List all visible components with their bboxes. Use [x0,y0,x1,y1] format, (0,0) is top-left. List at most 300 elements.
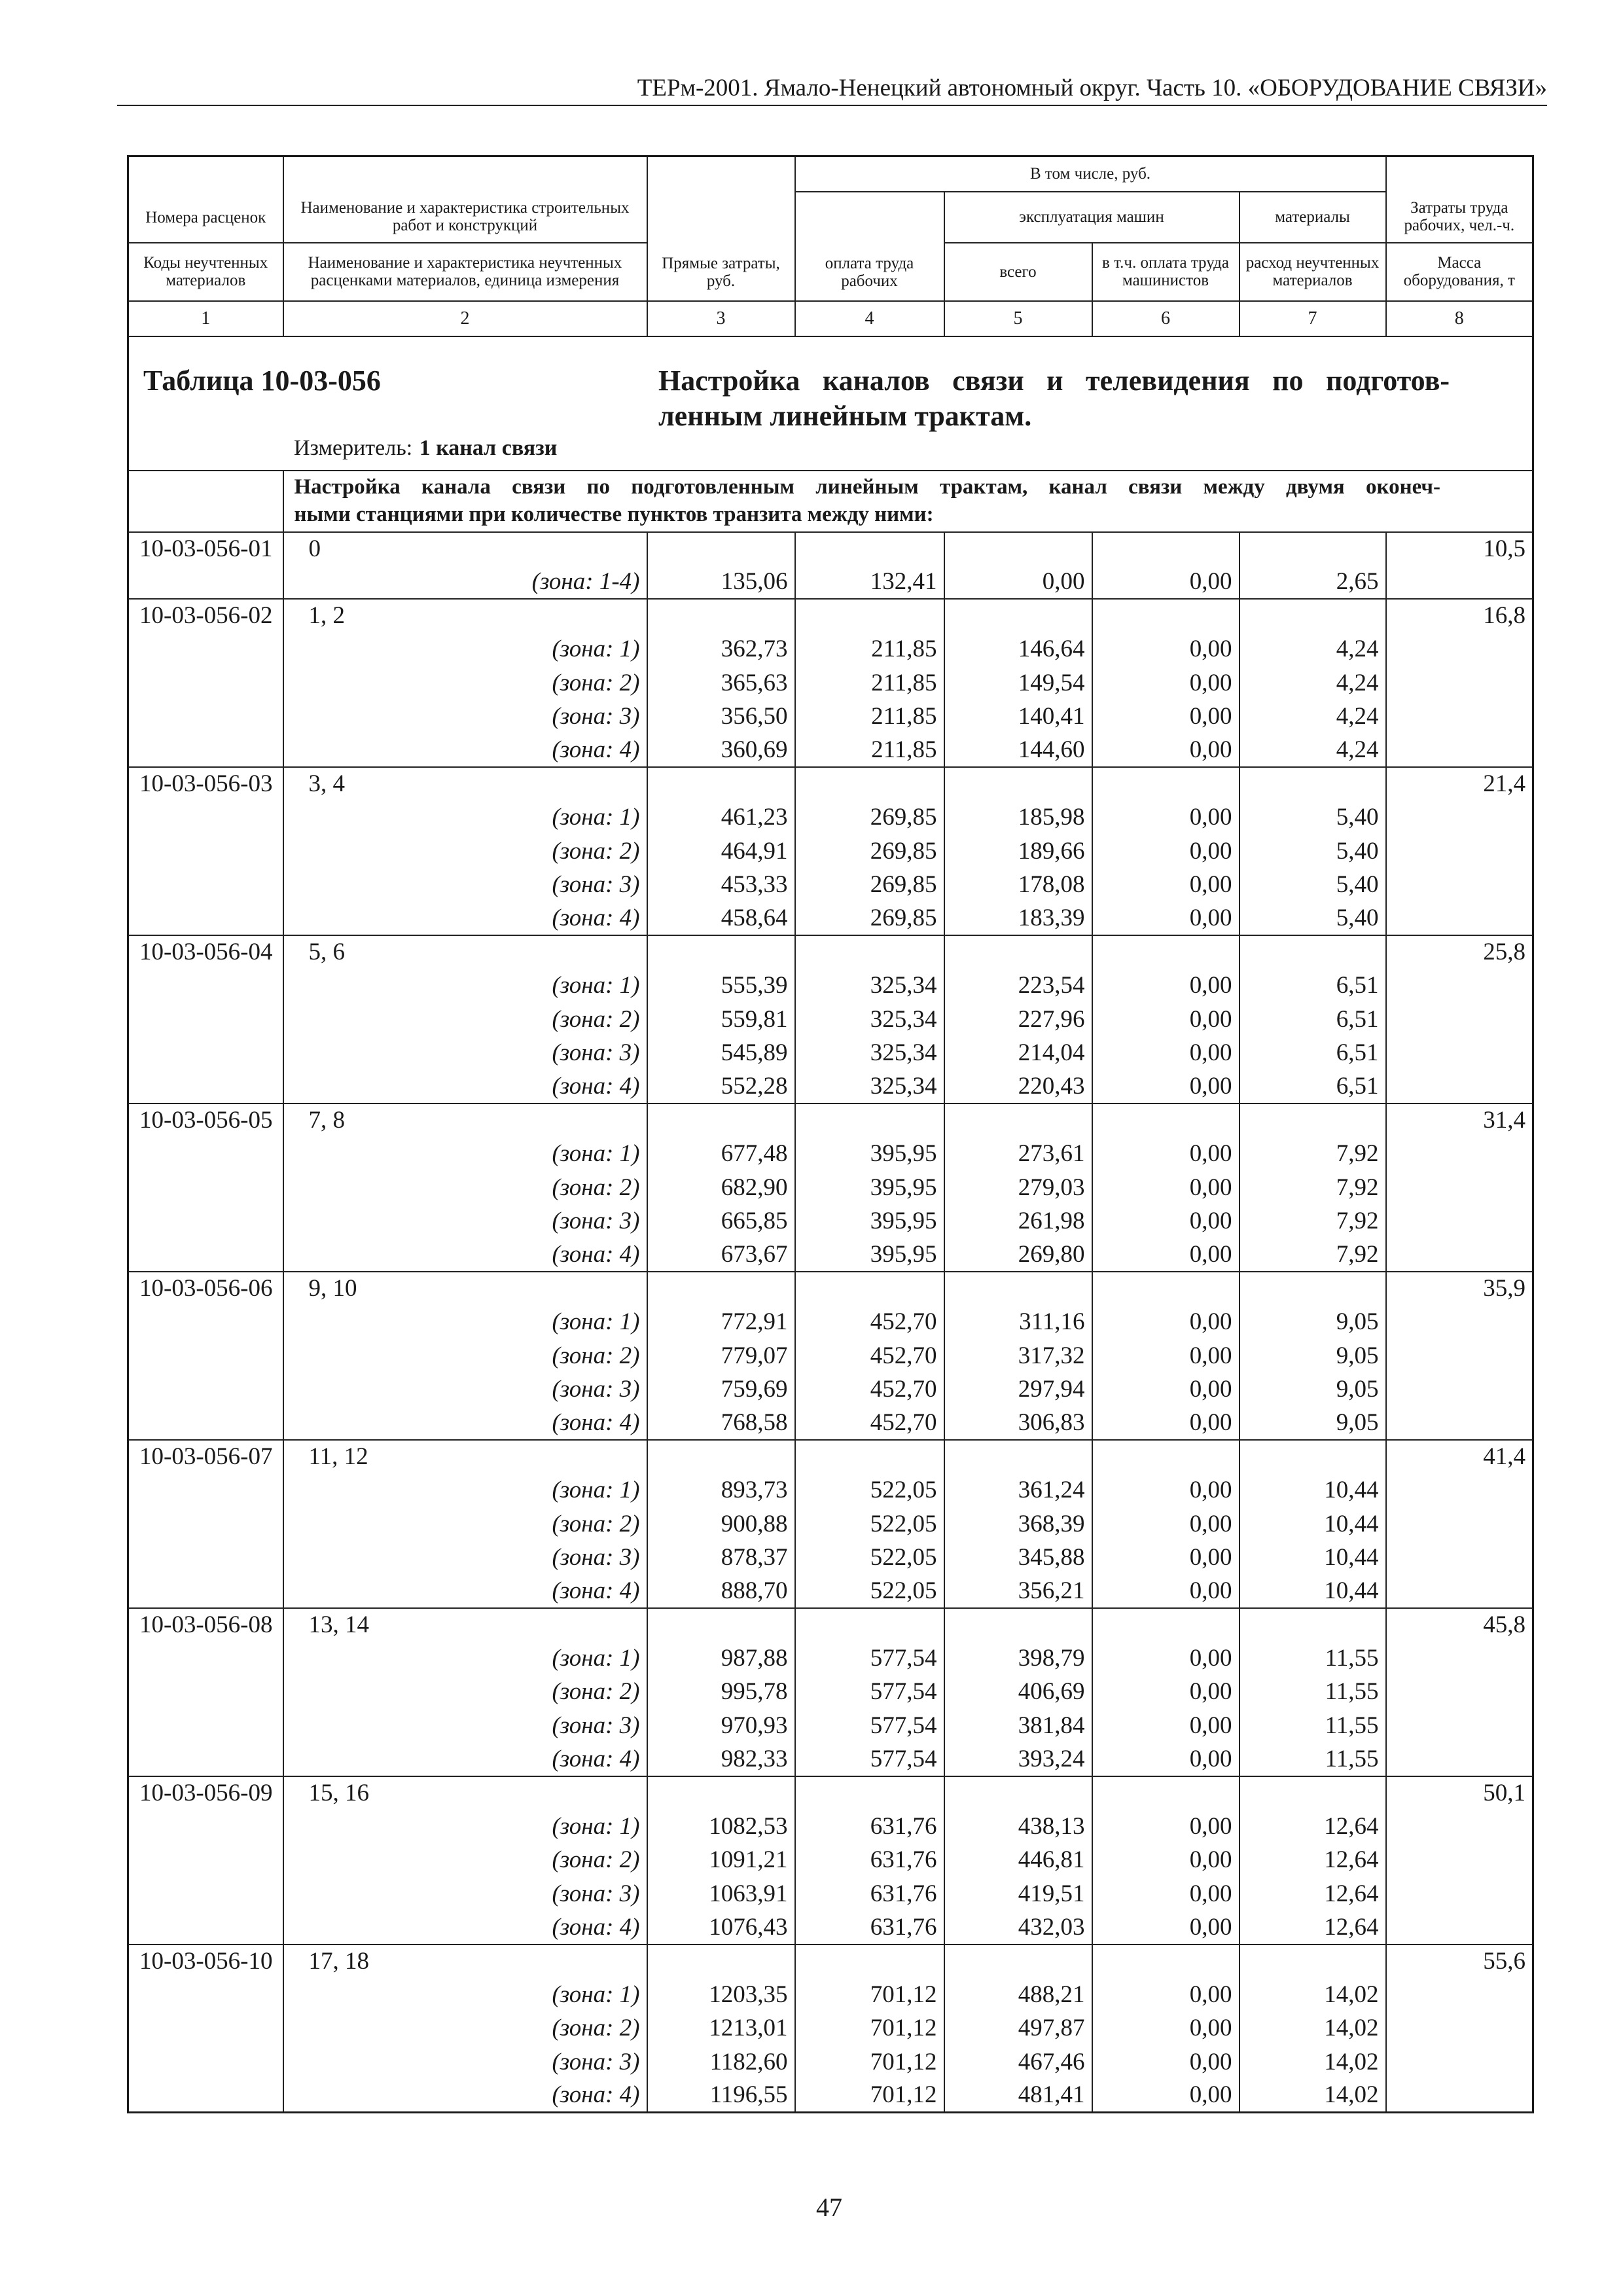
materials-cost: 14,02 [1240,2079,1386,2112]
zone-row [128,902,1533,935]
empty-cell [128,1372,283,1406]
zone-label: (зона: 4) [283,1407,647,1440]
zone-row [128,1473,1533,1507]
empty-cell [647,532,795,565]
materials-cost: 12,64 [1240,1810,1386,1843]
rate-code: 10-03-056-05 [128,1103,283,1137]
machine-operators-wages: 0,00 [1092,1473,1240,1507]
empty-cell [647,1440,795,1473]
zone-label: (зона: 2) [283,1171,647,1204]
rate-code: 10-03-056-04 [128,935,283,969]
materials-cost: 9,05 [1240,1339,1386,1372]
zone-row [128,1036,1533,1069]
direct-cost: 995,78 [647,1676,795,1709]
empty-cell [1386,969,1533,1003]
empty-cell [128,1003,283,1036]
machine-operators-wages: 0,00 [1092,1204,1240,1238]
machine-operators-wages: 0,00 [1092,1810,1240,1843]
machine-operation-total: 368,39 [944,1507,1092,1541]
labor-hours: 35,9 [1386,1272,1533,1305]
empty-cell [1386,666,1533,700]
zone-row [128,1743,1533,1776]
empty-cell [128,1507,283,1541]
machine-operators-wages: 0,00 [1092,2079,1240,2112]
labor-wages: 522,05 [795,1473,944,1507]
rate-code: 10-03-056-09 [128,1776,283,1810]
empty-cell [128,2012,283,2045]
zone-label: (зона: 2) [283,1339,647,1372]
empty-cell [128,868,283,901]
empty-cell [795,1776,944,1810]
materials-cost: 6,51 [1240,1003,1386,1036]
empty-cell [1240,935,1386,969]
rate-row [128,1608,1533,1641]
machine-operators-wages: 0,00 [1092,1339,1240,1372]
measure-label: Измеритель: [294,435,413,460]
materials-cost: 10,44 [1240,1575,1386,1608]
header-direct-costs: Прямые затраты, руб. [647,156,795,301]
table-name [658,363,1450,434]
direct-cost: 1203,35 [647,1978,795,2011]
rate-work-name: 0 [283,532,647,565]
materials-cost: 11,55 [1240,1743,1386,1776]
empty-cell [795,1103,944,1137]
machine-operation-total: 183,39 [944,902,1092,935]
labor-wages: 395,95 [795,1138,944,1171]
machine-operators-wages: 0,00 [1092,565,1240,599]
empty-cell [1092,1945,1240,1978]
machine-operators-wages: 0,00 [1092,633,1240,666]
materials-cost: 7,92 [1240,1138,1386,1171]
rate-code: 10-03-056-03 [128,767,283,800]
empty-cell [1386,1911,1533,1945]
zone-row [128,1238,1533,1272]
zone-label: (зона: 1) [283,801,647,834]
empty-cell [944,1103,1092,1137]
machine-operation-total: 398,79 [944,1641,1092,1675]
empty-cell [1386,1036,1533,1069]
empty-cell [128,1407,283,1440]
machine-operation-total: 279,03 [944,1171,1092,1204]
machine-operation-total: 306,83 [944,1407,1092,1440]
rate-work-name: 5, 6 [283,935,647,969]
zone-label: (зона: 3) [283,1541,647,1574]
labor-wages: 395,95 [795,1204,944,1238]
labor-wages: 577,54 [795,1743,944,1776]
machine-operators-wages: 0,00 [1092,1070,1240,1103]
zone-label: (зона: 3) [283,1709,647,1742]
empty-cell [1386,1743,1533,1776]
empty-cell [944,1440,1092,1473]
machine-operation-total: 178,08 [944,868,1092,901]
zone-label: (зона: 1) [283,1810,647,1843]
direct-cost: 545,89 [647,1036,795,1069]
labor-wages: 577,54 [795,1676,944,1709]
machine-operators-wages: 0,00 [1092,1877,1240,1910]
section-row [128,471,1533,532]
empty-cell [128,801,283,834]
empty-cell [1092,935,1240,969]
materials-cost: 12,64 [1240,1911,1386,1945]
empty-cell [1386,700,1533,733]
machine-operation-total: 0,00 [944,565,1092,599]
empty-cell [128,1844,283,1877]
empty-cell [647,1103,795,1137]
empty-cell [128,1743,283,1776]
rate-code: 10-03-056-02 [128,599,283,632]
empty-cell [1386,834,1533,868]
zone-row [128,1507,1533,1541]
zone-row [128,565,1533,599]
direct-cost: 673,67 [647,1238,795,1272]
empty-cell [944,599,1092,632]
labor-wages: 701,12 [795,2012,944,2045]
labor-wages: 452,70 [795,1305,944,1338]
zone-label: (зона: 2) [283,2012,647,2045]
materials-cost: 6,51 [1240,969,1386,1003]
empty-cell [1386,1238,1533,1272]
machine-operation-total: 220,43 [944,1070,1092,1103]
empty-cell [128,734,283,767]
zone-row [128,969,1533,1003]
empty-cell [128,1339,283,1372]
materials-cost: 4,24 [1240,700,1386,733]
labor-wages: 452,70 [795,1407,944,1440]
materials-cost: 4,24 [1240,734,1386,767]
labor-wages: 452,70 [795,1339,944,1372]
direct-cost: 665,85 [647,1204,795,1238]
machine-operators-wages: 0,00 [1092,2012,1240,2045]
materials-cost: 14,02 [1240,2012,1386,2045]
zone-row [128,700,1533,733]
empty-cell [128,1978,283,2011]
column-number: 2 [283,301,647,336]
page-number: 47 [816,2193,842,2222]
column-number: 6 [1092,301,1240,336]
column-number: 4 [795,301,944,336]
rate-work-name: 13, 14 [283,1608,647,1641]
rate-row [128,532,1533,565]
table-title-section [128,336,1533,532]
materials-cost: 4,24 [1240,633,1386,666]
header-work-name: Наименование и характеристика строительных работ и конструкций [283,156,647,243]
labor-hours: 55,6 [1386,1945,1533,1978]
machine-operators-wages: 0,00 [1092,1541,1240,1574]
labor-hours: 16,8 [1386,599,1533,632]
machine-operation-total: 446,81 [944,1844,1092,1877]
direct-cost: 552,28 [647,1070,795,1103]
measure-unit [294,435,557,461]
zone-label: (зона: 3) [283,700,647,733]
empty-cell [128,471,283,532]
zone-row [128,868,1533,901]
machine-operators-wages: 0,00 [1092,969,1240,1003]
labor-wages: 269,85 [795,834,944,868]
column-number: 8 [1386,301,1533,336]
column-number: 7 [1240,301,1386,336]
machine-operators-wages: 0,00 [1092,700,1240,733]
empty-cell [128,1641,283,1675]
section-header [283,471,1533,532]
empty-cell [128,565,283,599]
table-title-block [128,336,1533,471]
empty-cell [944,1608,1092,1641]
rate-row [128,1776,1533,1810]
direct-cost: 360,69 [647,734,795,767]
zone-row [128,1575,1533,1608]
rate-row [128,1440,1533,1473]
labor-hours: 25,8 [1386,935,1533,969]
header-machine-operators-wages: в т.ч. оплата труда машинистов [1092,243,1240,301]
machine-operation-total: 189,66 [944,834,1092,868]
machine-operation-total: 438,13 [944,1810,1092,1843]
machine-operators-wages: 0,00 [1092,1372,1240,1406]
machine-operators-wages: 0,00 [1092,834,1240,868]
labor-wages: 269,85 [795,801,944,834]
direct-cost: 464,91 [647,834,795,868]
zone-label: (зона: 1) [283,969,647,1003]
labor-wages: 211,85 [795,633,944,666]
zone-label: (зона: 4) [283,734,647,767]
empty-cell [1092,1608,1240,1641]
machine-operation-total: 311,16 [944,1305,1092,1338]
running-header: ТЕРм-2001. Ямало-Ненецкий автономный округ. Часть 10. «ОБОРУДОВАНИЕ СВЯЗИ» [637,75,1547,101]
zone-row [128,1305,1533,1338]
header-machine-operation: эксплуатация машин [944,192,1240,243]
empty-cell [1386,1171,1533,1204]
machine-operators-wages: 0,00 [1092,868,1240,901]
header-rule [117,105,1547,106]
rate-row [128,935,1533,969]
zone-label: (зона: 1) [283,633,647,666]
zone-label: (зона: 1) [283,1978,647,2011]
direct-cost: 878,37 [647,1541,795,1574]
zone-row [128,2012,1533,2045]
section-header-line: ными станциями при количестве пунктов транзита между ними: [294,502,934,526]
labor-hours: 10,5 [1386,532,1533,565]
rate-work-name: 17, 18 [283,1945,647,1978]
empty-cell [795,935,944,969]
machine-operators-wages: 0,00 [1092,1641,1240,1675]
zone-label: (зона: 4) [283,2079,647,2112]
direct-cost: 453,33 [647,868,795,901]
rates-table [127,155,1534,2113]
machine-operation-total: 432,03 [944,1911,1092,1945]
empty-cell [128,1676,283,1709]
zone-label: (зона: 1-4) [283,565,647,599]
direct-cost: 1213,01 [647,2012,795,2045]
rate-row [128,1945,1533,1978]
zone-label: (зона: 4) [283,1070,647,1103]
zone-label: (зона: 3) [283,1204,647,1238]
rate-code: 10-03-056-08 [128,1608,283,1641]
measure-value: 1 канал связи [419,435,558,460]
table-name-line: Настройка каналов связи и телевидения по подготов- [658,364,1450,397]
machine-operation-total: 146,64 [944,633,1092,666]
machine-operators-wages: 0,00 [1092,1305,1240,1338]
empty-cell [1386,1305,1533,1338]
machine-operation-total: 261,98 [944,1204,1092,1238]
zone-row [128,1204,1533,1238]
empty-cell [795,599,944,632]
materials-cost: 14,02 [1240,2045,1386,2079]
zone-row [128,1877,1533,1910]
zone-row [128,1541,1533,1574]
zone-label: (зона: 4) [283,902,647,935]
machine-operation-total: 381,84 [944,1709,1092,1742]
machine-operators-wages: 0,00 [1092,1138,1240,1171]
labor-wages: 701,12 [795,1978,944,2011]
direct-cost: 1063,91 [647,1877,795,1910]
zone-row [128,1003,1533,1036]
machine-operation-total: 149,54 [944,666,1092,700]
direct-cost: 1091,21 [647,1844,795,1877]
empty-cell [1386,1877,1533,1910]
machine-operation-total: 144,60 [944,734,1092,767]
zone-label: (зона: 1) [283,1305,647,1338]
labor-wages: 395,95 [795,1238,944,1272]
direct-cost: 900,88 [647,1507,795,1541]
empty-cell [1092,532,1240,565]
labor-wages: 522,05 [795,1541,944,1574]
labor-hours: 45,8 [1386,1608,1533,1641]
materials-cost: 12,64 [1240,1877,1386,1910]
machine-operation-total: 393,24 [944,1743,1092,1776]
table-number: Таблица 10-03-056 [143,364,381,397]
machine-operation-total: 214,04 [944,1036,1092,1069]
empty-cell [128,1911,283,1945]
empty-cell [944,532,1092,565]
rate-row [128,767,1533,800]
zone-row [128,1372,1533,1406]
machine-operators-wages: 0,00 [1092,1171,1240,1204]
materials-cost: 12,64 [1240,1844,1386,1877]
materials-cost: 10,44 [1240,1541,1386,1574]
empty-cell [128,633,283,666]
zone-row [128,1709,1533,1742]
empty-cell [795,1608,944,1641]
empty-cell [128,700,283,733]
labor-wages: 325,34 [795,1003,944,1036]
empty-cell [1240,1608,1386,1641]
materials-cost: 5,40 [1240,834,1386,868]
zone-row [128,1070,1533,1103]
empty-cell [128,1575,283,1608]
empty-cell [128,1138,283,1171]
direct-cost: 893,73 [647,1473,795,1507]
empty-cell [1240,1103,1386,1137]
zone-row [128,2045,1533,2079]
rate-row [128,1103,1533,1137]
machine-operators-wages: 0,00 [1092,1978,1240,2011]
labor-wages: 701,12 [795,2045,944,2079]
empty-cell [128,1709,283,1742]
zone-label: (зона: 2) [283,1507,647,1541]
table-name-line: ленным линейным трактам. [658,399,1032,432]
labor-wages: 395,95 [795,1171,944,1204]
empty-cell [944,1945,1092,1978]
empty-cell [944,1272,1092,1305]
machine-operation-total: 356,21 [944,1575,1092,1608]
materials-cost: 7,92 [1240,1204,1386,1238]
zone-row [128,1844,1533,1877]
rate-code: 10-03-056-06 [128,1272,283,1305]
zone-label: (зона: 2) [283,1003,647,1036]
machine-operation-total: 467,46 [944,2045,1092,2079]
header-equipment-mass: Масса оборудования, т [1386,243,1533,301]
zone-label: (зона: 4) [283,1238,647,1272]
rates-body [128,532,1533,2113]
direct-cost: 559,81 [647,1003,795,1036]
machine-operation-total: 488,21 [944,1978,1092,2011]
materials-cost: 6,51 [1240,1070,1386,1103]
empty-cell [1386,1844,1533,1877]
labor-wages: 631,76 [795,1810,944,1843]
zone-row [128,1676,1533,1709]
direct-cost: 779,07 [647,1339,795,1372]
empty-cell [128,666,283,700]
direct-cost: 1076,43 [647,1911,795,1945]
empty-cell [944,1776,1092,1810]
direct-cost: 677,48 [647,1138,795,1171]
column-number: 1 [128,301,283,336]
empty-cell [128,902,283,935]
materials-cost: 5,40 [1240,801,1386,834]
empty-cell [647,767,795,800]
machine-operation-total: 481,41 [944,2079,1092,2112]
column-number: 5 [944,301,1092,336]
empty-cell [1386,734,1533,767]
machine-operators-wages: 0,00 [1092,1407,1240,1440]
empty-cell [1386,1339,1533,1372]
labor-hours: 41,4 [1386,1440,1533,1473]
empty-cell [1386,1070,1533,1103]
materials-cost: 4,24 [1240,666,1386,700]
table-header [128,156,1533,336]
machine-operators-wages: 0,00 [1092,801,1240,834]
labor-wages: 325,34 [795,1036,944,1069]
direct-cost: 987,88 [647,1641,795,1675]
materials-cost: 5,40 [1240,868,1386,901]
labor-wages: 701,12 [795,2079,944,2112]
header-rate-numbers: Номера расценок [128,156,283,243]
zone-label: (зона: 1) [283,1473,647,1507]
empty-cell [1092,599,1240,632]
rate-row [128,599,1533,632]
empty-cell [1092,1440,1240,1473]
rate-work-name: 9, 10 [283,1272,647,1305]
empty-cell [1240,1945,1386,1978]
machine-operators-wages: 0,00 [1092,1507,1240,1541]
direct-cost: 759,69 [647,1372,795,1406]
machine-operation-total: 419,51 [944,1877,1092,1910]
empty-cell [1092,767,1240,800]
machine-operation-total: 345,88 [944,1541,1092,1574]
empty-cell [1386,1641,1533,1675]
machine-operation-total: 361,24 [944,1473,1092,1507]
labor-wages: 452,70 [795,1372,944,1406]
zone-label: (зона: 2) [283,1676,647,1709]
rate-code: 10-03-056-01 [128,532,283,565]
labor-wages: 211,85 [795,666,944,700]
header-material-name: Наименование и характеристика неучтенных расценками материалов, единица измерения [283,243,647,301]
labor-wages: 325,34 [795,969,944,1003]
empty-cell [1386,1372,1533,1406]
machine-operation-total: 273,61 [944,1138,1092,1171]
empty-cell [1092,1103,1240,1137]
rate-row [128,1272,1533,1305]
empty-cell [647,1945,795,1978]
